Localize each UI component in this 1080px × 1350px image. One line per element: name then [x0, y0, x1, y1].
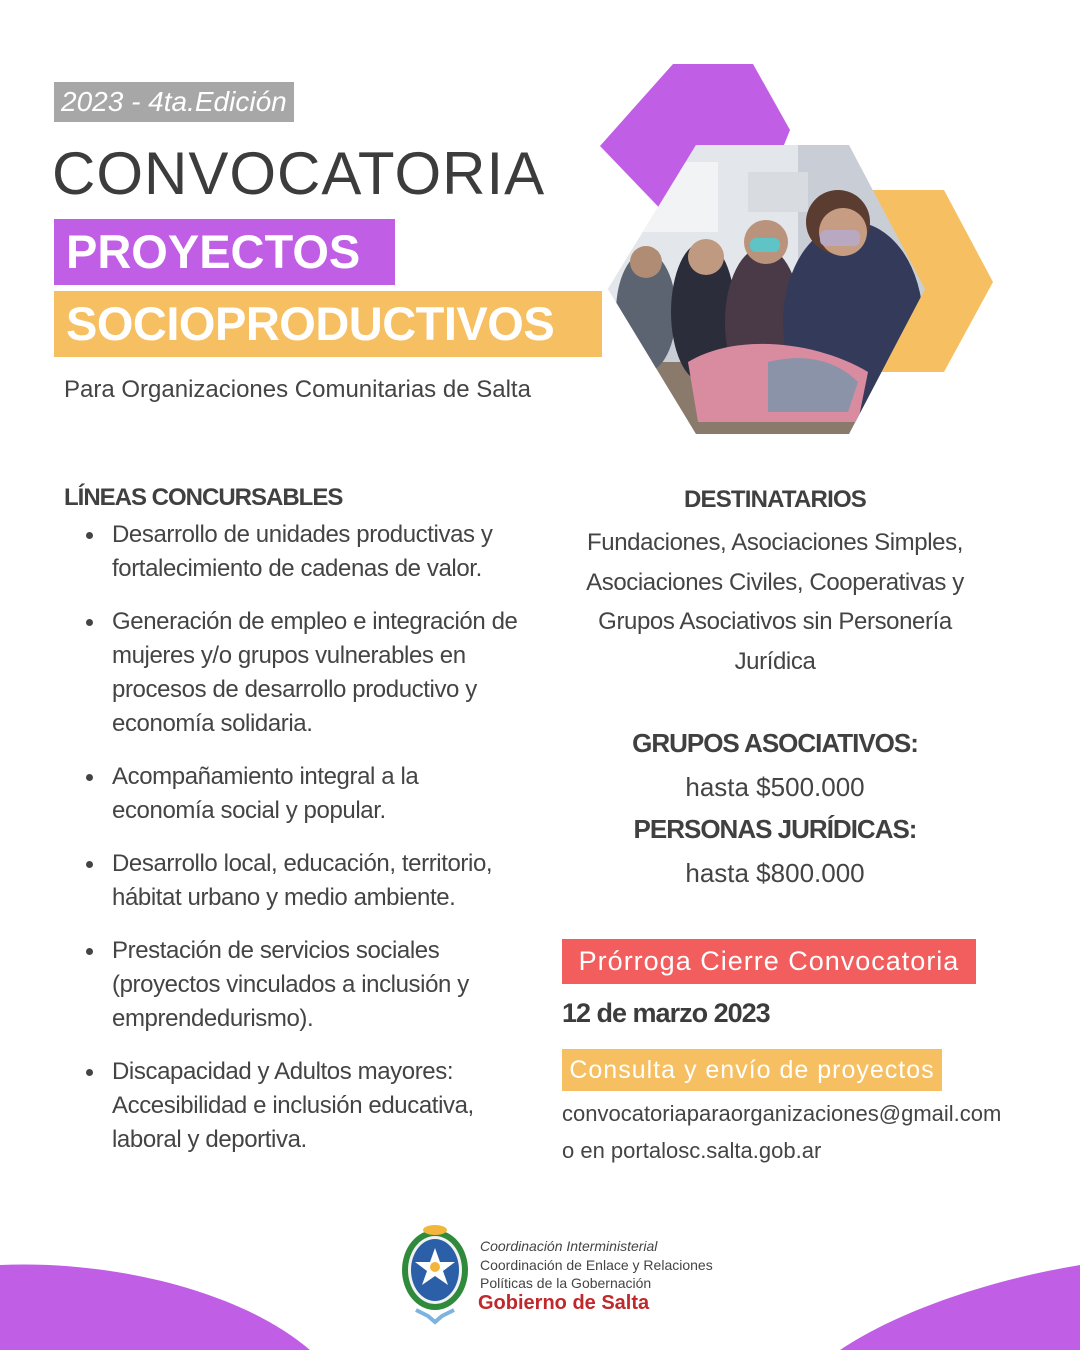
org-line-2: Coordinación de Enlace y Relaciones	[480, 1257, 713, 1273]
right-wave	[840, 1265, 1080, 1350]
cierre-date: 12 de marzo 2023	[562, 998, 770, 1028]
consulta-badge: Consulta y envío de proyectos	[562, 1049, 942, 1091]
edition-badge: 2023 - 4ta.Edición	[54, 82, 294, 122]
grupos-label: GRUPOS ASOCIATIVOS:	[632, 728, 918, 758]
org-line-1: Coordinación Interministerial	[480, 1238, 658, 1254]
list-item: Generación de empleo e integración de mujeres y/o grupos vulnerables en procesos de desarrollo productivo y economía solidaria.	[86, 605, 526, 741]
list-item: Acompañamiento integral a la economía social y popular.	[86, 760, 526, 828]
title-socioproductivos: SOCIOPRODUCTIVOS	[54, 291, 602, 357]
grupos-amount: hasta $500.000	[685, 772, 865, 802]
contact-email[interactable]: convocatoriaparaorganizaciones@gmail.com	[562, 1101, 1002, 1126]
list-item: Desarrollo de unidades productivas y fortalecimiento de cadenas de valor.	[86, 518, 526, 586]
lineas-list	[86, 518, 526, 1157]
destinatarios-text: Fundaciones, Asociaciones Simples, Asociaciones Civiles, Cooperativas y Grupos Asociativos sin Personería Jurídica	[586, 529, 964, 675]
subtitle: Para Organizaciones Comunitarias de Salta	[64, 376, 531, 403]
gobierno-logo-text: Gobierno de Salta	[478, 1292, 650, 1314]
left-wave	[0, 1264, 310, 1350]
personas-amount: hasta $800.000	[685, 858, 865, 888]
portal-link[interactable]: o en portalosc.salta.gob.ar	[562, 1138, 822, 1163]
destinatarios-heading: DESTINATARIOS	[683, 486, 867, 513]
list-item: Desarrollo local, educación, territorio, hábitat urbano y medio ambiente.	[86, 847, 526, 915]
personas-label: PERSONAS JURÍDICAS:	[633, 814, 917, 844]
hexagon-artwork	[598, 62, 998, 438]
prorroga-badge: Prórroga Cierre Convocatoria	[562, 939, 976, 984]
page-title: CONVOCATORIA	[52, 140, 546, 207]
list-item: Discapacidad y Adultos mayores: Accesibilidad e inclusión educativa, laboral y deportiva.	[86, 1055, 526, 1157]
title-proyectos: PROYECTOS	[54, 219, 395, 285]
lineas-heading: LÍNEAS CONCURSABLES	[64, 484, 343, 511]
salta-seal-icon	[398, 1222, 472, 1326]
list-item: Prestación de servicios sociales (proyectos vinculados a inclusión y emprendedurismo).	[86, 934, 526, 1036]
org-line-3: Políticas de la Gobernación	[480, 1275, 652, 1291]
